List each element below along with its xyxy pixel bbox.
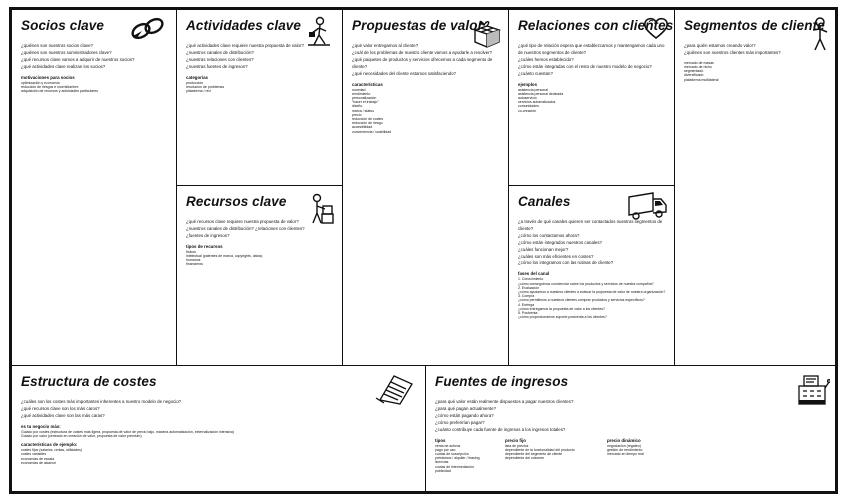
customer-segments-block — [675, 10, 835, 366]
question: ¿quiénes son nuestros clientes más importantes? — [684, 49, 781, 55]
list-item: autoservicio — [518, 95, 537, 100]
list-item: co-creación — [518, 108, 537, 113]
question: ¿nuestros canales de distribución? — [186, 49, 254, 55]
question: ¿cuáles funcionan mejor? — [518, 246, 569, 252]
subheading: precio dinámico — [607, 437, 641, 443]
question: ¿qué actividades clave son las más caras? — [21, 412, 105, 418]
list-item: “hacer el trabajo” — [352, 100, 379, 105]
key-activities-title: Actividades clave — [186, 18, 302, 33]
customer-segments-title: Segmentos de cliente — [684, 18, 825, 33]
subheading: ejemplos — [518, 81, 538, 87]
list-item: intelectual (patentes de marca, copyrights, datos) — [186, 253, 263, 258]
list-item: costes variables — [21, 452, 47, 457]
customer-segments-content — [684, 43, 829, 82]
key-partners-content — [21, 43, 170, 93]
types-column — [435, 438, 493, 473]
list-item: 3. Compra — [518, 294, 535, 299]
list-item: 2. Evaluación — [518, 285, 540, 290]
channels-block — [509, 186, 675, 366]
value-propositions-content — [352, 43, 502, 134]
question: ¿cuáles son los costes más importantes inherentes a nuestro modelo de negocio? — [21, 399, 182, 404]
key-activities-content — [186, 43, 336, 93]
list-item: diseño — [352, 104, 363, 109]
list-item: optimización y economía — [21, 80, 60, 85]
list-item: cuotas de suscripción — [435, 451, 469, 456]
list-item: mercado de masas — [684, 60, 714, 65]
list-item: préstamos / alquiler / leasing — [435, 456, 480, 461]
key-resources-content — [186, 219, 336, 267]
channels-title: Canales — [518, 194, 571, 209]
subheading: fases del canal — [518, 271, 550, 277]
list-item: conveniencia / usabilidad — [352, 129, 392, 134]
cost-structure-content — [21, 399, 365, 465]
question: ¿qué recursos clave son los más caros? — [21, 405, 100, 411]
question: ¿a través de qué canales quieren ser contactados nuestros segmentos de cliente? — [518, 219, 663, 231]
cost-structure-block — [12, 366, 426, 491]
list-item: Guiado por valor (centrado en creación de valor, propuesta de valor premium) — [21, 433, 142, 438]
list-item: ¿cómo proporcionamos soporte postventa a los clientes? — [518, 315, 607, 320]
heart-icon — [643, 16, 669, 40]
list-item: comunidades — [518, 104, 539, 109]
list-item: asistencia personal dedicada — [518, 91, 564, 96]
list-item: costes fijos (salarios, rentas, utilidades) — [21, 448, 83, 453]
subheading: categorías — [186, 74, 208, 80]
list-item: reducción de riesgos e incertidumbre — [21, 84, 79, 89]
question: ¿cuánto cuestan? — [518, 70, 553, 76]
dynamic-price-column — [607, 438, 677, 473]
question: ¿nuestras relaciones con clientes? — [186, 56, 254, 62]
list-item: novedad — [352, 87, 366, 92]
list-item: dependiente del volumen — [505, 456, 545, 461]
list-item: ¿cómo permitimos a nuestros clientes comprar productos y servicios específicos? — [518, 298, 645, 303]
list-item: marca / status — [352, 108, 374, 113]
list-item: licencias — [435, 460, 449, 465]
question: ¿para qué pagan actualmente? — [435, 405, 497, 411]
question: ¿nuestros canales de distribución? ¿relaciones con clientes? — [186, 225, 305, 231]
list-item: mercado de nicho — [684, 65, 712, 70]
subheading: precio fijo — [505, 437, 526, 443]
question: ¿cómo están integrados nuestros canales? — [518, 239, 602, 245]
receipt-icon — [374, 372, 418, 406]
fixed-price-column — [505, 438, 595, 473]
list-item: gestión de rendimiento — [607, 447, 643, 452]
key-activities-block — [177, 10, 343, 186]
subheading: características — [352, 81, 383, 87]
list-item: resolución de problemas — [186, 84, 225, 89]
list-item: personalización — [352, 95, 377, 100]
cost-structure-title: Estructura de costes — [21, 374, 157, 389]
revenue-streams-content — [435, 399, 785, 473]
question: ¿qué paquetes de productos y servicios ofrecemos a cada segmento de cliente? — [352, 56, 493, 69]
list-item: dependiente del segmento de cliente — [505, 451, 563, 456]
list-item: segmentado — [684, 69, 704, 74]
question: ¿cuánto contribuye cada fuente de ingresos a los ingresos totales? — [435, 426, 566, 432]
list-item: economías de alcance — [21, 460, 57, 465]
list-item: plataforma multilateral — [684, 77, 719, 82]
key-resources-title: Recursos clave — [186, 194, 287, 209]
key-partners-block — [12, 10, 177, 366]
question: ¿cómo preferirían pagar? — [435, 419, 485, 425]
question: ¿quiénes son nuestros socios clave? — [21, 43, 93, 48]
question: ¿quiénes son nuestros suministradores clave? — [21, 49, 112, 55]
list-item: precio — [352, 112, 362, 117]
list-item: publicidad — [435, 468, 451, 473]
list-item: reducción de costes — [352, 116, 384, 121]
value-propositions-title: Propuestas de valor — [352, 18, 483, 33]
revenue-streams-block — [426, 366, 835, 491]
question: ¿cuáles hemos establecido? — [518, 56, 574, 62]
list-item: economías de escala — [21, 456, 55, 461]
list-item: adquisición de recursos y actividades particulares — [21, 89, 99, 94]
question: ¿qué recursos clave vamos a adquirir de nuestros socios? — [21, 56, 135, 62]
list-item: diversificado — [684, 73, 704, 78]
customer-relationships-content — [518, 43, 668, 113]
key-partners-title: Socios clave — [21, 18, 104, 33]
revenue-types-columns — [435, 438, 785, 473]
list-item: Guiado por costes (estructura de costes más ligera, propuesta de valor de precio bajo, máxima automatización, externalización intensiva) — [21, 429, 235, 434]
list-item: físicos — [186, 249, 196, 254]
question: ¿cuáles son más eficientes en costes? — [518, 253, 594, 259]
subheading: tipos — [435, 437, 446, 443]
question: ¿cuál de los problemas de nuestro cliente vamos a ayudarle a resolver? — [352, 49, 493, 55]
question: ¿fuentes de ingresos? — [186, 232, 230, 238]
list-item: dependiente de la funcionalidad del producto — [505, 447, 575, 452]
list-item: ¿cómo conseguimos concienciar sobre los productos y servicios de nuestra compañía? — [518, 281, 654, 286]
subheading: características de ejemplo: — [21, 442, 78, 448]
question: ¿qué recursos clave requiere nuestra propuesta de valor? — [186, 219, 299, 224]
list-item: ¿cómo entregamos la propuesta de valor a los clientes? — [518, 306, 605, 311]
business-model-canvas — [9, 7, 838, 494]
list-item: mercado en tiempo real — [607, 451, 644, 456]
question: ¿cómo los integramos con las rutinas de cliente? — [518, 260, 614, 266]
subheading: es tu negocio más: — [21, 423, 61, 429]
subheading: motivaciones para socios — [21, 74, 75, 80]
list-item: 1. Conocimiento — [518, 277, 544, 282]
cash-register-icon — [796, 370, 830, 408]
list-item: negociación (regateo) — [607, 443, 641, 448]
list-item: cuotas de intermediación — [435, 464, 474, 469]
list-item: 4. Entrega — [518, 302, 535, 307]
question: ¿cómo están integradas con el resto de nuestro modelo de negocio? — [518, 63, 652, 69]
revenue-streams-title: Fuentes de ingresos — [435, 374, 569, 389]
question: ¿qué actividades clave requiere nuestra propuesta de valor? — [186, 43, 304, 48]
customer-relationships-block — [509, 10, 675, 186]
list-item: producción — [186, 80, 204, 85]
question: ¿nuestras fuentes de ingresos? — [186, 63, 248, 69]
question: ¿cómo están pagando ahora? — [435, 412, 494, 418]
list-item: financieros — [186, 262, 203, 267]
value-propositions-block — [343, 10, 509, 366]
question: ¿qué actividades clave realizan los socios? — [21, 63, 106, 69]
list-item: servicios automatizados — [518, 100, 556, 105]
list-item: venta de activos — [435, 443, 461, 448]
question: ¿qué tipo de relación espera que establezcamos y mantengamos cada uno de nuestros segmentos de cliente? — [518, 43, 665, 55]
customer-relationships-title: Relaciones con clientes — [518, 18, 674, 33]
key-resources-block — [177, 186, 343, 366]
list-item: accesibilidad — [352, 125, 373, 130]
question: ¿cómo los contactamos ahora? — [518, 232, 580, 238]
list-item: pago por uso — [435, 447, 456, 452]
list-item: plataforma / red — [186, 89, 211, 94]
list-item: asistencia personal — [518, 87, 548, 92]
question: ¿para quién estamos creando valor? — [684, 43, 756, 48]
list-item: ¿cómo ayudamos a nuestros clientes a evaluar la propuesta de valor de nuestra organización? — [518, 289, 666, 294]
question: ¿qué valor entregamos al cliente? — [352, 43, 419, 48]
list-item: lista de precios — [505, 443, 529, 448]
truck-icon — [627, 191, 669, 221]
list-item: 5. Postventa — [518, 310, 538, 315]
question: ¿qué necesidades del cliente estamos satisfaciendo? — [352, 70, 456, 76]
subheading: tipos de recursos — [186, 243, 223, 249]
list-item: reducción de riesgo — [352, 121, 383, 126]
chain-link-icon — [128, 14, 168, 44]
list-item: humanos — [186, 258, 201, 263]
question: ¿para qué valor están realmente dispuestos a pagar nuestros clientes? — [435, 399, 574, 404]
channels-content — [518, 219, 668, 319]
list-item: rendimiento — [352, 91, 371, 96]
